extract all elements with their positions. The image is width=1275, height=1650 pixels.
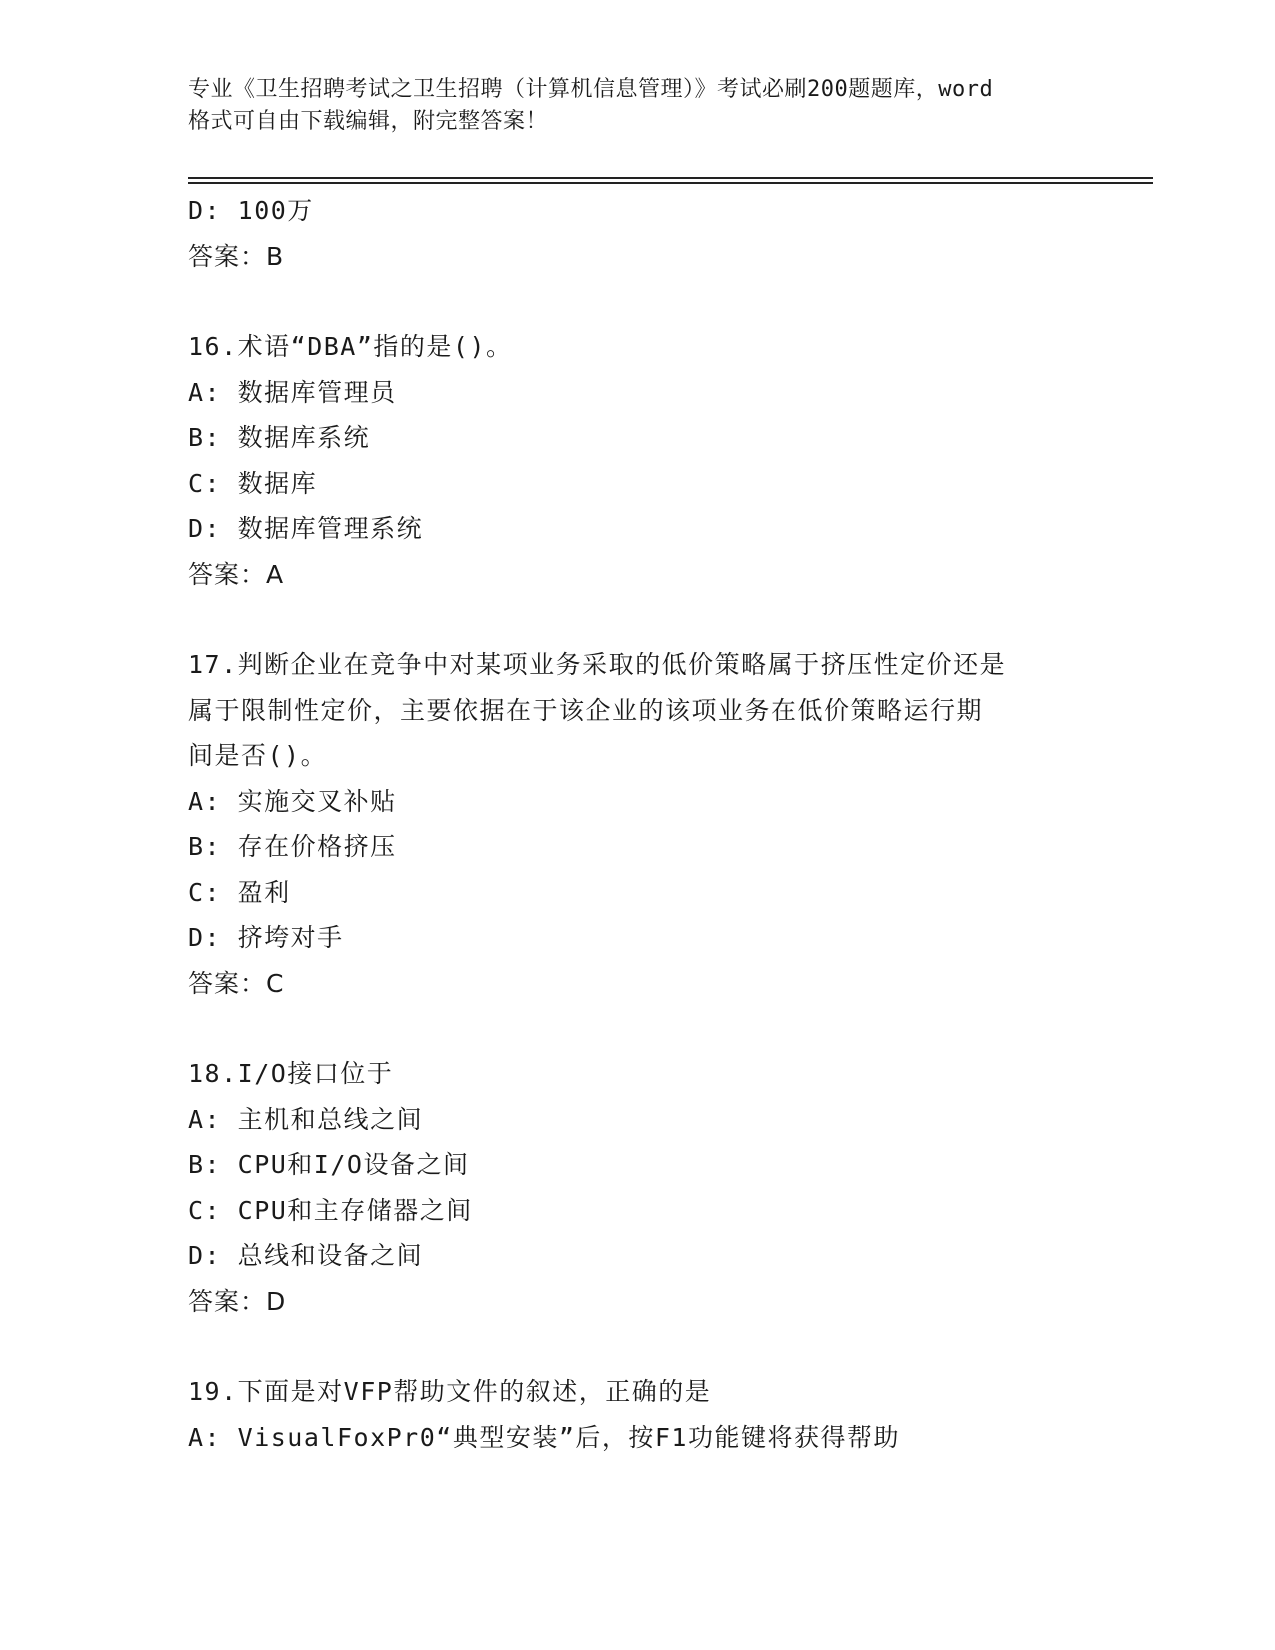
header-divider-bottom [188, 182, 1153, 184]
option-a: A: 主机和总线之间 [188, 1104, 424, 1134]
question-stem: 19.下面是对VFP帮助文件的叙述，正确的是 [188, 1377, 712, 1406]
option-c: C: 盈利 [188, 877, 291, 907]
option-d: D: 挤垮对手 [188, 923, 344, 952]
question-17 [188, 642, 1088, 1006]
option-b: B: 数据库系统 [188, 423, 371, 452]
option-c: C: CPU和主存储器之间 [188, 1195, 473, 1225]
question-16 [188, 324, 1088, 597]
spacer [188, 279, 1088, 324]
option-a: A: 实施交叉补贴 [188, 786, 397, 816]
spacer [188, 597, 1088, 642]
header-line-1: 专业《卫生招聘考试之卫生招聘（计算机信息管理）》考试必刷200题题库，word [188, 77, 994, 102]
option-d: D: 数据库管理系统 [188, 514, 424, 543]
option-c: C: 数据库 [188, 468, 318, 498]
option-b: B: CPU和I/O设备之间 [188, 1150, 470, 1179]
spacer [188, 1324, 1088, 1369]
option-b: B: 存在价格挤压 [188, 832, 397, 861]
answer-line: 答案：B [188, 241, 285, 271]
answer-line: 答案：D [188, 1286, 287, 1316]
question-19 [188, 1369, 1088, 1460]
header-line-2: 格式可自由下载编辑，附完整答案！ [188, 109, 549, 134]
spacer [188, 1006, 1088, 1051]
question-stem: 16.术语“DBA”指的是()。 [188, 332, 513, 361]
answer-line: 答案：C [188, 968, 285, 998]
answer-line: 答案：A [188, 559, 285, 589]
option-a: A: VisualFoxPr0“典型安装”后，按F1功能键将获得帮助 [188, 1422, 900, 1452]
question-stem-line-1: 17.判断企业在竞争中对某项业务采取的低价策略属于挤压性定价还是 [188, 650, 1007, 679]
question-stem: 18.I/O接口位于 [188, 1059, 394, 1088]
option-d: D: 100万 [188, 196, 314, 225]
question-stem-line-3: 间是否()。 [188, 741, 328, 770]
option-d: D: 总线和设备之间 [188, 1241, 424, 1270]
header-divider-top [188, 177, 1153, 179]
document-header [188, 74, 1088, 138]
question-list [188, 188, 1088, 1460]
option-a: A: 数据库管理员 [188, 377, 397, 407]
question-18 [188, 1051, 1088, 1324]
question-stem-line-2: 属于限制性定价，主要依据在于该企业的该项业务在低价策略运行期 [188, 695, 984, 725]
